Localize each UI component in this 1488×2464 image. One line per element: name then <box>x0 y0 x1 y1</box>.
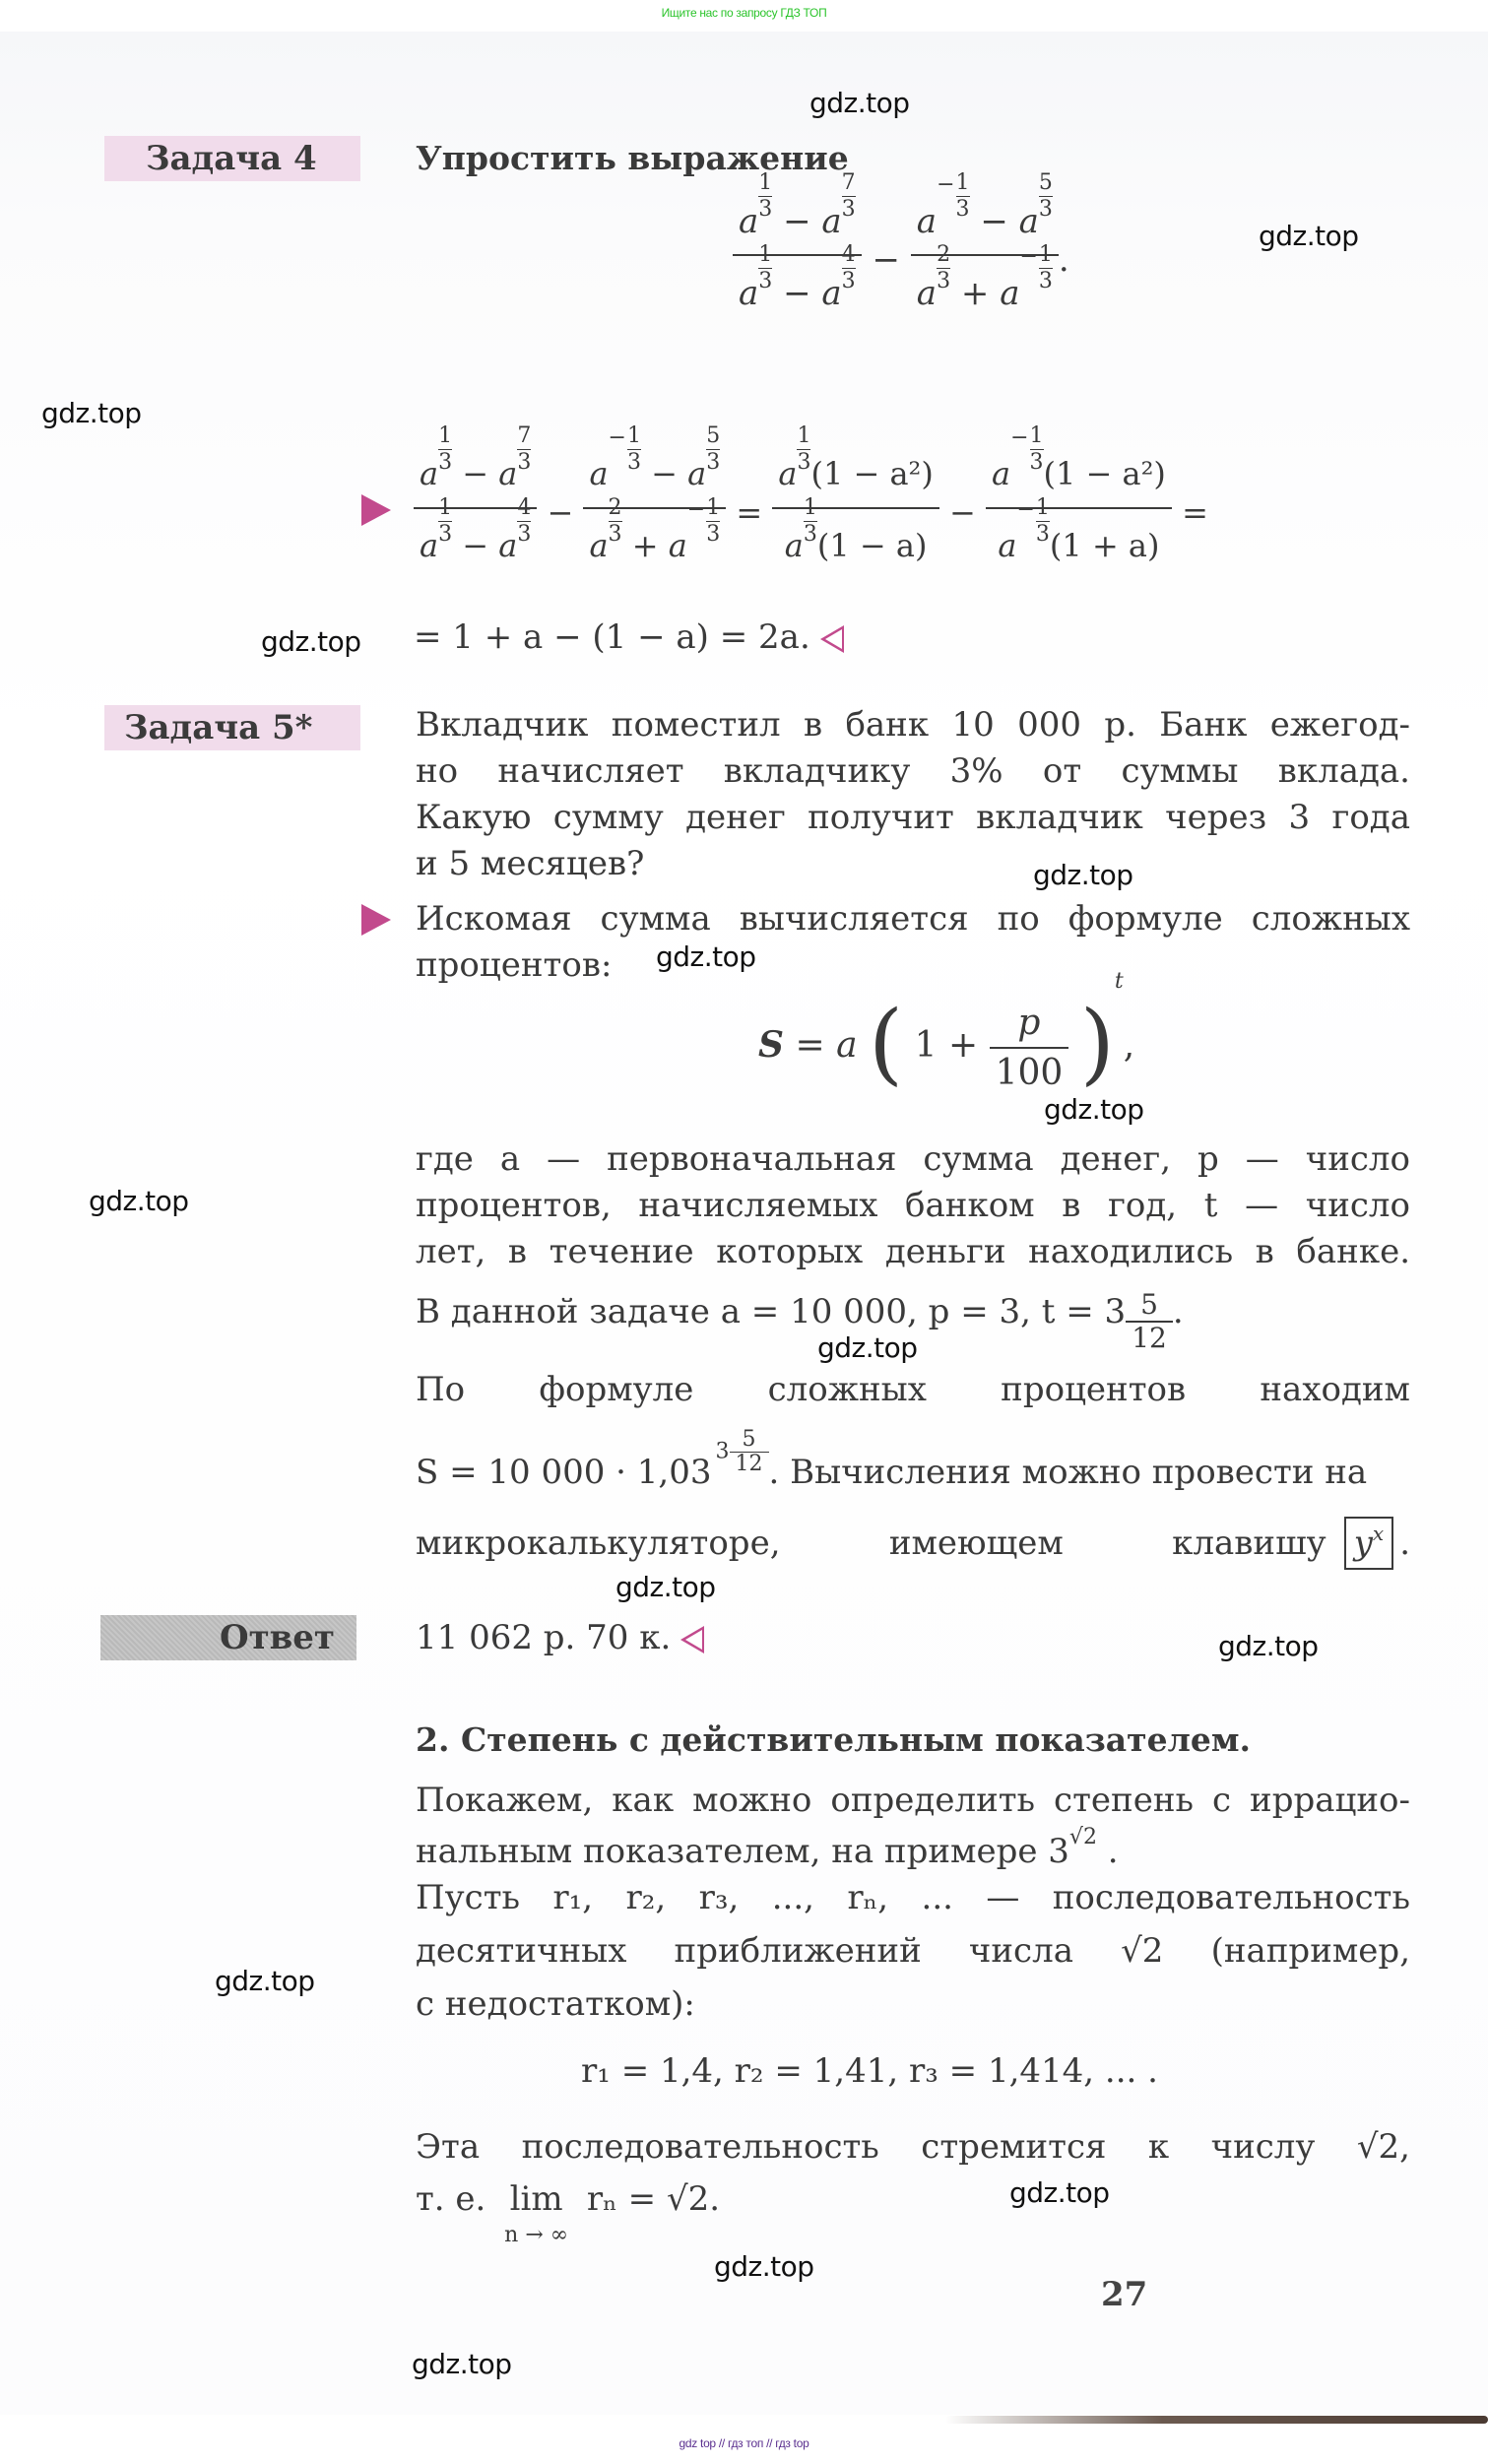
limit-expression <box>416 2176 720 2246</box>
task4-solution: a $\frac{1}{3}$ − a $\frac{7}{3}$ a $\frac{1}{3}$ − a $\frac{4}{3}$ − a− $\frac{1}{3}$ − a $\frac{5}{3}$ a $\frac{2}{3}$ + a− $\frac{1}{3}$ = a $\frac{1}{3}$ (1 − a²) a $\frac{1}{3}$ (1 − a) − a− $\frac{1}{3}$ (1 − a²) a− $\frac{1}{3}$ (1 + a) = <box>414 455 1208 575</box>
sqrt-exponent: √2 <box>1068 1825 1097 1849</box>
watermark: gdz.top <box>656 940 756 973</box>
final-equation: = 1 + a − (1 − a) = 2a. <box>414 617 810 657</box>
task4-final <box>414 617 844 657</box>
page-number: 27 <box>1101 2275 1148 2314</box>
explain-line: где a — первоначальная сумма денег, p — число <box>416 1139 1410 1179</box>
formula-a: a <box>836 1025 858 1066</box>
watermark: gdz.top <box>817 1331 918 1364</box>
answer-label: Ответ <box>100 1615 356 1660</box>
task4-statement: Упростить выражение <box>416 139 849 177</box>
task5-statement <box>416 702 1410 887</box>
fraction-1: a $\frac{1}{3}$ − a $\frac{7}{3}$ a $\frac{1}{3}$ − a $\frac{4}{3}$ <box>733 202 862 322</box>
explain-line: процентов, начисляемых банком в год, t — число <box>416 1186 1410 1225</box>
compute-expression <box>416 1426 1410 1501</box>
key-exp: x <box>1372 1522 1385 1545</box>
answer-value <box>416 1615 704 1661</box>
formula-one: 1 <box>914 1025 938 1066</box>
watermark: gdz.top <box>89 1185 189 1217</box>
task5-explanation <box>416 1136 1410 1275</box>
given-values: a = 10 000, p = 3, t = 3 <box>720 1292 1127 1331</box>
period: . <box>1058 240 1069 280</box>
factor: (1 − a²) <box>1043 455 1166 492</box>
sequence-paragraph <box>416 1871 1410 2031</box>
watermark: gdz.top <box>41 397 142 429</box>
lim-operator: lim <box>509 2179 563 2219</box>
sequence-line: Пусть r₁, r₂, r₃, ..., rₙ, ... — последовательность <box>416 1878 1410 1917</box>
calc-text: микрокалькуляторе, имеющем клавишу <box>416 1523 1326 1563</box>
bottom-banner: gdz top // гдз топ // гдз top <box>679 2436 809 2450</box>
frac-den: 12 <box>1132 1322 1167 1354</box>
end-marker-icon <box>820 625 844 653</box>
statement-line: Вкладчик поместил в банк 10 000 р. Банк ежегод- <box>416 705 1410 745</box>
task4-label: Задача 4 <box>104 136 360 181</box>
section-intro <box>416 1775 1410 1877</box>
yx-key-icon <box>1344 1517 1394 1570</box>
sequence-values: r₁ = 1,4, r₂ = 1,41, r₃ = 1,414, ... . <box>581 2051 1158 2091</box>
key-base: y <box>1353 1524 1373 1563</box>
factor: (1 + a) <box>1049 527 1160 564</box>
watermark: gdz.top <box>261 625 361 658</box>
formula-plus: + <box>947 1025 979 1066</box>
solution-marker-icon <box>361 904 391 936</box>
limit-rest: rₙ = √2. <box>586 2179 721 2219</box>
task4-expression <box>733 170 1069 322</box>
page-edge-shadow <box>945 2416 1488 2424</box>
sequence-line: с недостатком): <box>416 1984 695 2024</box>
watermark: gdz.top <box>1259 220 1359 252</box>
fraction-2: a− $\frac{1}{3}$ − a $\frac{5}{3}$ a $\frac{2}{3}$ + a− $\frac{1}{3}$ <box>911 202 1059 322</box>
statement-line: но начисляет вкладчику 3% от суммы вклада. <box>416 751 1410 791</box>
intro-line: нальным показателем, на примере 3 <box>416 1832 1069 1871</box>
minus-operator: − <box>872 240 900 280</box>
watermark: gdz.top <box>615 1571 716 1603</box>
compute-rest: . Вычисления можно провести на <box>768 1453 1368 1492</box>
formula-100: 100 <box>995 1053 1064 1093</box>
limit-prefix: т. е. <box>416 2179 486 2219</box>
compound-interest-formula: S = a ( 1 + $\frac{p}{100}$ )t, <box>758 969 1135 1095</box>
period: . <box>1399 1523 1410 1563</box>
watermark: gdz.top <box>215 1965 315 1997</box>
exp-den: 12 <box>735 1451 763 1476</box>
task5-solution-intro <box>416 896 1410 989</box>
comma: , <box>1123 1025 1135 1066</box>
period: . <box>1172 1292 1184 1331</box>
intro-line: Покажем, как можно определить степень с иррацио- <box>416 1781 1410 1820</box>
watermark: gdz.top <box>809 87 910 119</box>
exp-num: 5 <box>742 1426 756 1452</box>
task5-label: Задача 5* <box>104 705 360 750</box>
period: . <box>1107 1832 1119 1871</box>
factor: (1 − a²) <box>810 455 934 492</box>
watermark: gdz.top <box>1044 1093 1144 1126</box>
watermark: gdz.top <box>1218 1630 1319 1662</box>
watermark: gdz.top <box>412 2348 512 2380</box>
watermark: gdz.top <box>1033 859 1133 891</box>
formula-t: t <box>1114 969 1124 994</box>
exp-whole: 3 <box>715 1439 730 1463</box>
given-prefix: В данной задаче <box>416 1292 710 1331</box>
answer-text: 11 062 р. 70 к. <box>416 1618 672 1657</box>
formula-p: p <box>1017 1003 1041 1043</box>
statement-line: и 5 месяцев? <box>416 844 645 883</box>
sequence-line: десятичных приближений числа √2 (например, <box>416 1931 1410 1971</box>
solution-line: Искомая сумма вычисляется по формуле сложных <box>416 899 1410 939</box>
statement-line: Какую сумму денег получит вкладчик через 3 года <box>416 798 1410 837</box>
formula-S: S <box>758 1024 784 1066</box>
end-marker-icon <box>680 1626 704 1653</box>
explain-line: лет, в течение которых деньги находились в банке. <box>416 1232 1410 1271</box>
calc-line <box>416 1517 1410 1570</box>
section-heading: 2. Степень с действительным показателем. <box>416 1720 1252 1759</box>
compute-line: По формуле сложных процентов находим <box>416 1370 1410 1409</box>
frac-num: 5 <box>1140 1288 1158 1321</box>
equals: = <box>795 1025 825 1066</box>
watermark: gdz.top <box>714 2250 814 2283</box>
top-banner: Ищите нас по запросу ГДЗ ТОП <box>661 6 827 20</box>
limit-line: Эта последовательность стремится к числу √2, <box>416 2127 1410 2167</box>
factor: (1 − a) <box>816 527 928 564</box>
solution-marker-icon <box>361 494 391 526</box>
compute-expr: S = 10 000 · 1,03 <box>416 1453 712 1492</box>
lim-subscript: n → ∞ <box>504 2223 569 2247</box>
watermark: gdz.top <box>1009 2176 1110 2209</box>
solution-line: процентов: <box>416 945 613 985</box>
